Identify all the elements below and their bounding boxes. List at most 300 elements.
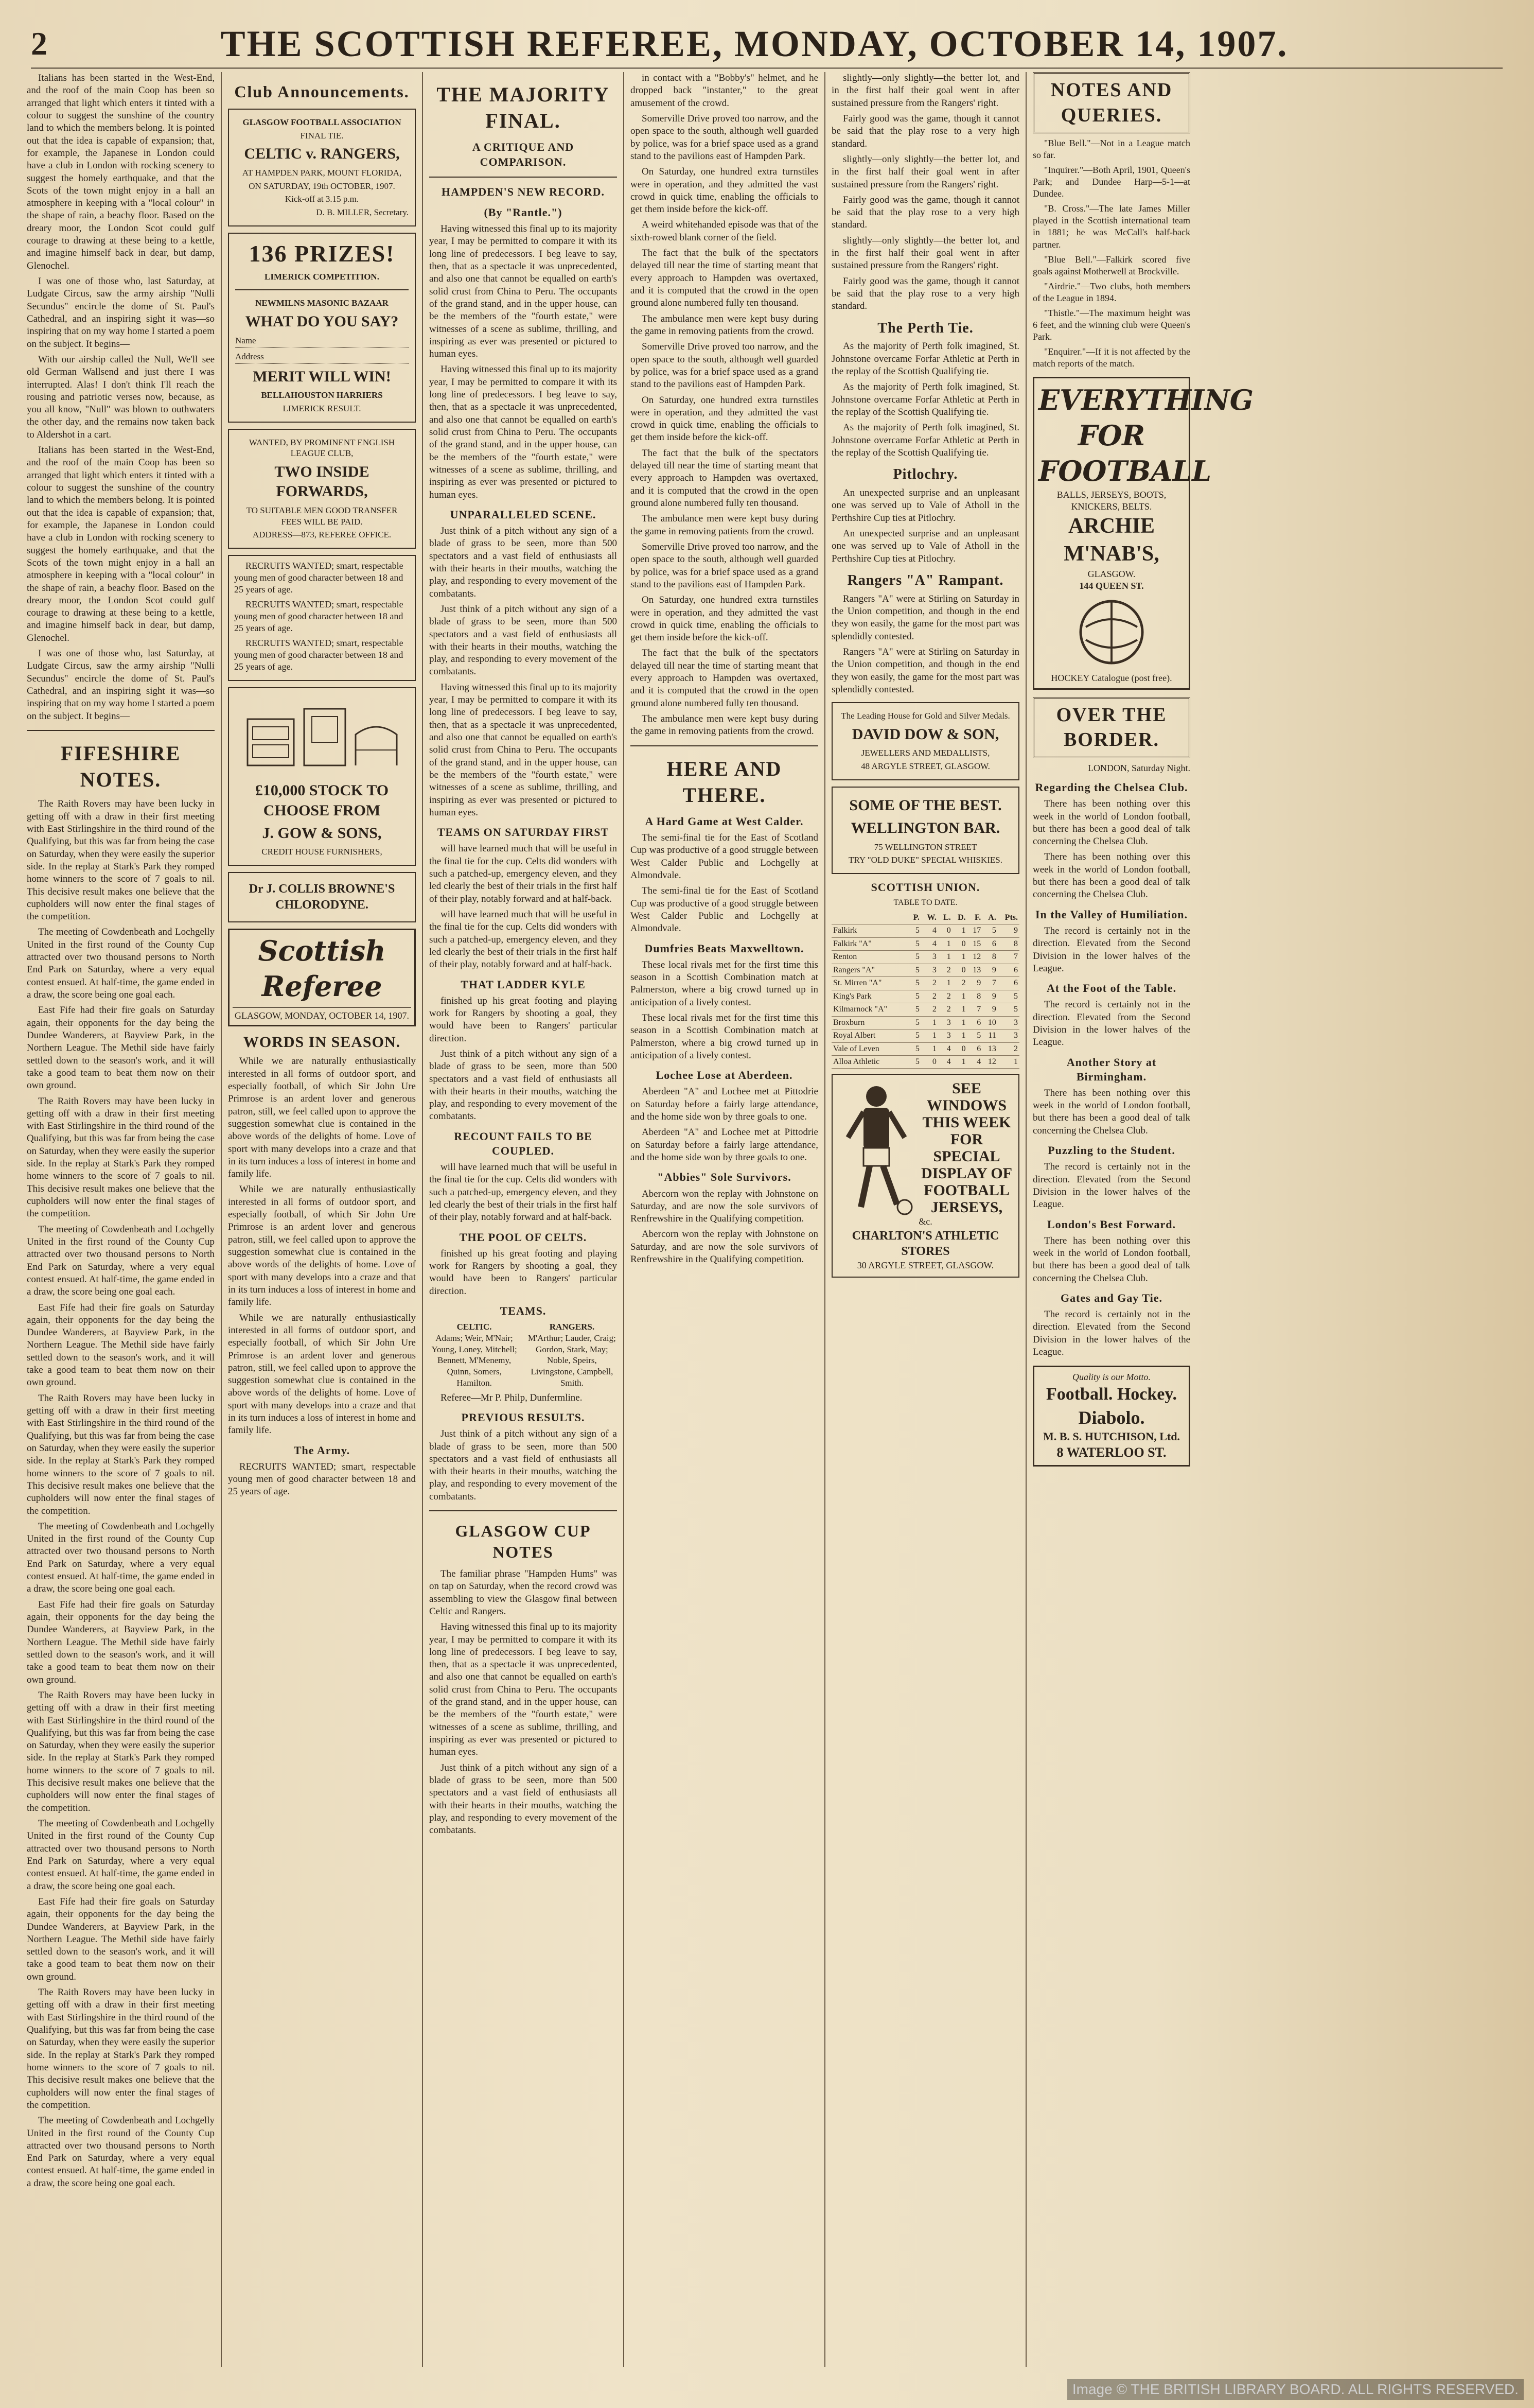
table-cell: 2 xyxy=(938,964,953,976)
table-cell: Broxburn xyxy=(832,1016,908,1029)
article-paragraph: The meeting of Cowdenbeath and Lochgelly United in the first round of the County Cup attracted over two thousand persons to North End Park on Saturday, where a very equal contest ensued. At half-time, the game ended in a draw, the score being one goal each. xyxy=(27,1521,215,1595)
table-cell: 4 xyxy=(921,924,938,937)
kickoff: Kick-off at 3.15 p.m. xyxy=(285,194,359,204)
article-paragraph: Just think of a pitch without any sign of a blade of grass to be seen, more than 500 spectators and a vast field of enthusiasts all with their hearts in their mouths, watching the play, and responding to every movement of the combatants. xyxy=(429,1048,617,1122)
table-cell: 9 xyxy=(982,964,998,976)
article-paragraph: On Saturday, one hundred extra turnstiles were in operation, and they admitted the vast crowd in quick time, enabling the officials to get them inside before the kick-off. xyxy=(630,394,818,443)
table-cell: Falkirk xyxy=(832,924,908,937)
article-paragraph: finished up his great footing and playing work for Rangers by shooting a goal, they would have been to Rangers' particular direction. xyxy=(429,1248,617,1297)
hutch-lead: Quality is our Motto. xyxy=(1072,1372,1151,1383)
table-cell: Falkirk "A" xyxy=(832,937,908,950)
article-paragraph: While we are naturally enthusiastically interested in all forms of outdoor sport, and especially football, of which Sir John Ure Primrose is an ardent lover and generous patron, still, we feel called upon to approve the suggestion somewhat clue is contained in the above words of the delights of home. Love of sport with many develops into a craze and that in its turn induces a loss of interest in home and family life. xyxy=(228,1312,416,1436)
article-paragraph: Fairly good was the game, though it cannot be said that the play rose to a very high standard. xyxy=(832,113,1019,149)
subhead: "Abbies" Sole Survivors. xyxy=(657,1171,791,1184)
table-cell: 9 xyxy=(982,1003,998,1016)
article-paragraph: The ambulance men were kept busy during the game in removing patients from the crowd. xyxy=(630,713,818,737)
table-cell: 5 xyxy=(908,937,921,950)
divider xyxy=(27,730,215,731)
see-title: SEE WINDOWS THIS WEEK FOR SPECIAL DISPLAY OF FOOTBALL JERSEYS, xyxy=(921,1080,1012,1216)
article-paragraph: Italians has been started in the West-End, and the roof of the main Coop has been so arranged that light which enters it tinted with a colour to suggest the sunshine of the country land to which the members belong. It is pointed out that the idea is capable of expansion; that, for example, the Japanese in London could have a club in London with rocking scenery to suggest the homely earthquake, and that the Scots of the town might enjoy in a hall an atmosphere in keeping with a "local colour" in the shape of rain, a beachy floor. Based on the dreary moor, the London Scot could gulf courage to drawing at these being to a kettle, and imagine himself back in dear, but damp, Glenochel. xyxy=(27,73,215,271)
article-paragraph: The Raith Rovers may have been lucky in getting off with a draw in their first meeting with East Stirlingshire in the third round of the Qualifying, but this was far from being the case on Saturday, when they were easily the superior side. In the replay at Stark's Park they romped home winners to the score of 7 goals to nil. This decisive result makes one believe that the cupholders will now enter the final stages of the competition. xyxy=(27,1095,215,1219)
table-cell: 1 xyxy=(938,937,953,950)
previous-results-title: PREVIOUS RESULTS. xyxy=(461,1411,585,1424)
table-cell: 4 xyxy=(938,1042,953,1055)
notes-item: "Thistle."—The maximum height was 6 feet, and the winning club were Queen's Park. xyxy=(1033,307,1190,342)
table-cell: 1 xyxy=(921,1029,938,1042)
byline: (By "Rantle.") xyxy=(484,205,562,219)
column-5 xyxy=(825,72,1027,2367)
article-paragraph: A weird whitehanded episode was that of the sixth-rowed blank corner of the field. xyxy=(630,219,818,243)
running-head xyxy=(31,21,1503,69)
article-paragraph: The meeting of Cowdenbeath and Lochgelly United in the first round of the County Cup attracted over two thousand persons to North End Park on Saturday, where a very equal contest ensued. At half-time, the game ended in a draw, the score being one goal each. xyxy=(27,1818,215,1892)
article-paragraph: The fact that the bulk of the spectators delayed till near the time of starting meant that every approach to Hampden was overtaxed, and it is computed that the crowd in the open ground alone numbered fully ten thousand. xyxy=(630,248,818,309)
table-cell: 2 xyxy=(938,990,953,1003)
article-paragraph: I was one of those who, last Saturday, at Ludgate Circus, saw the army airship "Nulli Secundus" encircle the dome of St. Paul's Cathedral, and an inspiring sight it was—so inspiring that on my way home I started a poem on the subject. It begins— xyxy=(27,276,215,350)
article-paragraph: Having witnessed this final up to its majority year, I may be permitted to compare it with its long line of predecessors. I beg leave to say, then, that as a spectacle it was unprecedented, and also one that cannot be equalled on earth's solid crust from China to Peru. The occupants of the grand stand, and in the upper house, can be the members of the "fourth estate," were witnesses of a scene as sublime, thrilling, and inspiring as ever was presented or pictured to human eyes. xyxy=(429,223,617,360)
secretary: D. B. MILLER, Secretary. xyxy=(316,207,409,218)
article-paragraph: On Saturday, one hundred extra turnstiles were in operation, and they admitted the vast crowd in quick time, enabling the officials to get them inside before the kick-off. xyxy=(630,166,818,215)
celtic-players: Adams; Weir, M'Nair; Young, Loney, Mitchell; Bennett, M'Menemy, Quinn, Somers, Hamilton. xyxy=(431,1333,517,1388)
ad-script: EVERYTHING FOR FOOTBALL xyxy=(1038,383,1254,488)
table-cell: 5 xyxy=(908,977,921,990)
article-paragraph: Rangers "A" were at Stirling on Saturday in the Union competition, and though in the end they won easily, the game for the most part was splendidly contested. xyxy=(832,593,1019,642)
name-label: Name xyxy=(235,335,256,345)
table-row xyxy=(832,977,1019,990)
article-paragraph: The record is certainly not in the direction. Elevated from the Second Division in the lower halves of the League. xyxy=(1033,1161,1190,1210)
wanted-ad xyxy=(228,429,416,549)
shop-name: DAVID DOW & SON, xyxy=(852,726,999,743)
ad-address: 144 QUEEN ST. xyxy=(1079,580,1144,591)
table-row xyxy=(832,951,1019,964)
section-title: Club Announcements. xyxy=(234,82,410,101)
table-cell: 12 xyxy=(982,1056,998,1069)
bar-name: WELLINGTON BAR. xyxy=(851,819,1000,837)
article-paragraph: Having witnessed this final up to its majority year, I may be permitted to compare it with its long line of predecessors. I beg leave to say, then, that as a spectacle it was unprecedented, and also one that cannot be equalled on earth's solid crust from China to Peru. The occupants of the grand stand, and in the upper house, can be the members of the "fourth estate," were witnesses of a scene as sublime, thrilling, and inspiring as ever was presented or pictured to human eyes. xyxy=(429,1621,617,1758)
article-paragraph: finished up his great footing and playing work for Rangers by shooting a goal, they would have been to Rangers' particular direction. xyxy=(429,995,617,1044)
section-title: HERE AND THERE. xyxy=(666,757,782,807)
article-paragraph: There has been nothing over this week in the world of London football, but there has been a good deal of talk concerning the Chelsea Club. xyxy=(1033,798,1190,847)
notes-item: "Inquirer."—Both April, 1901, Queen's Park; and Dundee Harp—5-1—at Dundee. xyxy=(1033,165,1190,199)
article-paragraph: The ambulance men were kept busy during the game in removing patients from the crowd. xyxy=(630,313,818,337)
table-cell: 17 xyxy=(967,924,983,937)
table-cell: 2 xyxy=(921,1003,938,1016)
article-paragraph: The meeting of Cowdenbeath and Lochgelly United in the first round of the County Cup attracted over two thousand persons to North End Park on Saturday, where a very equal contest ensued. At half-time, the game ended in a draw, the score being one goal each. xyxy=(27,1224,215,1298)
table-cell: 5 xyxy=(908,1016,921,1029)
article-paragraph: Abercorn won the replay with Johnstone on Saturday, and are now the sole survivors of Renfrewshire in the Qualifying competition. xyxy=(630,1229,818,1265)
league-table xyxy=(832,912,1019,1069)
article-paragraph: The fact that the bulk of the spectators delayed till near the time of starting meant that every approach to Hampden was overtaxed, and it is computed that the crowd in the open ground alone numbered fully ten thousand. xyxy=(630,447,818,509)
competition-box xyxy=(228,233,416,423)
address-field[interactable] xyxy=(235,351,409,364)
wanted-address: ADDRESS—873, REFEREE OFFICE. xyxy=(252,530,392,540)
article-paragraph: The Raith Rovers may have been lucky in getting off with a draw in their first meeting with East Stirlingshire in the third round of the Qualifying, but this was far from being the case on Saturday, when they were easily the superior side. In the replay at Stark's Park they romped home winners to the score of 7 goals to nil. This decisive result makes one believe that the cupholders will now enter the final stages of the competition. xyxy=(27,798,215,922)
some-best: SOME OF THE BEST. xyxy=(849,796,1002,814)
competition-title: LIMERICK COMPETITION. xyxy=(265,271,379,282)
table-cell: 3 xyxy=(938,1016,953,1029)
table-cell: 1 xyxy=(953,1003,967,1016)
section-title: FIFESHIRE NOTES. xyxy=(60,741,181,792)
harriers: BELLAHOUSTON HARRIERS xyxy=(261,390,383,400)
masthead-date: GLASGOW, MONDAY, OCTOBER 14, 1907. xyxy=(233,1007,411,1022)
shop-address: 48 ARGYLE STREET, GLASGOW. xyxy=(861,761,990,772)
table-cell: 1 xyxy=(953,951,967,964)
article-paragraph: slightly—only slightly—the better lot, and in the first half their goal went in after sustained pressure from the Rangers' right. xyxy=(832,153,1019,190)
article-paragraph: East Fife had their fire goals on Saturday again, their opponents for the day being the Dundee Wanderers, at Bayview Park, in the Northern League. The Methil side have fairly settled down to the season's work, and it will take a good team to beat them now on their own ground. xyxy=(27,1896,215,1982)
table-cell: 5 xyxy=(967,1029,983,1042)
charlton-ad xyxy=(832,1074,1019,1278)
article-paragraph: Rangers "A" were at Stirling on Saturday in the Union competition, and though in the end they won easily, the game for the most part was splendidly contested. xyxy=(832,647,1019,695)
table-cell: 6 xyxy=(967,1016,983,1029)
article-paragraph: The fact that the bulk of the spectators delayed till near the time of starting meant that every approach to Hampden was overtaxed, and it is computed that the crowd in the open ground alone numbered fully ten thousand. xyxy=(630,648,818,709)
notes-item: "Blue Bell."—Not in a League match so far. xyxy=(1033,138,1190,161)
wanted-body: TWO INSIDE FORWARDS, xyxy=(274,463,369,500)
table-cell: 2 xyxy=(938,1003,953,1016)
hutchison-ad xyxy=(1033,1366,1190,1467)
teams-title: TEAMS. xyxy=(500,1304,546,1318)
table-cell: Royal Albert xyxy=(832,1029,908,1042)
charlton-ad-body xyxy=(838,1080,1013,1216)
table-header-cell: W. xyxy=(921,912,938,924)
ad-sub: BALLS, JERSEYS, BOOTS, KNICKERS, BELTS. xyxy=(1056,490,1167,512)
article-paragraph: Aberdeen "A" and Lochee met at Pittodrie on Saturday before a fairly large attendance, and the home side won by three goals to one. xyxy=(630,1127,818,1163)
article-paragraph: These local rivals met for the first time this season in a Scottish Combination match at Palmerston, where a big crowd turned up in anticipation of a lively contest. xyxy=(630,959,818,1008)
table-cell: 5 xyxy=(982,924,998,937)
table-cell: 0 xyxy=(953,937,967,950)
match-title: CELTIC v. RANGERS, xyxy=(244,145,400,163)
notes-title: NOTES AND QUERIES. xyxy=(1050,79,1173,126)
table-cell: 0 xyxy=(938,924,953,937)
army-title: The Army. xyxy=(293,1443,350,1457)
table-cell: 1 xyxy=(938,977,953,990)
final-label: FINAL TIE. xyxy=(300,130,344,141)
table-cell: 10 xyxy=(982,1016,998,1029)
chlorodyne-title: Dr J. COLLIS BROWNE'S CHLORODYNE. xyxy=(249,882,395,912)
table-cell: 0 xyxy=(953,1042,967,1055)
page-number: 2 xyxy=(31,25,47,62)
table-cell: 11 xyxy=(982,1029,998,1042)
table-cell: 13 xyxy=(982,1042,998,1055)
table-cell: 5 xyxy=(908,924,921,937)
table-cell: 3 xyxy=(938,1029,953,1042)
table-cell: 3 xyxy=(921,951,938,964)
team-lineups xyxy=(429,1321,617,1389)
table-cell: 5 xyxy=(908,964,921,976)
article-paragraph: Abercorn won the replay with Johnstone on Saturday, and are now the sole survivors of Renfrewshire in the Qualifying competition. xyxy=(630,1188,818,1225)
table-cell: Rangers "A" xyxy=(832,964,908,976)
table-cell: 7 xyxy=(967,1003,983,1016)
celtic-label: CELTIC. xyxy=(456,1322,492,1332)
article-paragraph: Somerville Drive proved too narrow, and the open space to the south, although well guarded by police, was for a brief space used as a grand stand to the pavilions east of Hampden Park. xyxy=(630,113,818,162)
table-cell: 0 xyxy=(953,964,967,976)
table-cell: 5 xyxy=(908,1029,921,1042)
classified-ads xyxy=(228,555,416,681)
rangers-label: RANGERS. xyxy=(549,1322,595,1332)
divider xyxy=(235,289,409,290)
ad-city: GLASGOW. xyxy=(1087,568,1136,579)
table-cell: 9 xyxy=(982,990,998,1003)
article-paragraph: will have learned much that will be useful in the final tie for the cup. Celts did wonders with such a patched-up, emergency eleven, and they led clearly the best of their trials in the first half of their play, notably forward and at half-back. xyxy=(429,1162,617,1223)
masthead-brand: Scottish Referee xyxy=(258,934,386,1003)
article-paragraph: The ambulance men were kept busy during the game in removing patients from the crowd. xyxy=(630,513,818,537)
column-2 xyxy=(222,72,423,2367)
table-cell: 5 xyxy=(908,1042,921,1055)
subhead: RECOUNT FAILS TO BE COUPLED. xyxy=(454,1129,592,1157)
table-cell: 5 xyxy=(908,951,921,964)
table-cell: 2 xyxy=(953,977,967,990)
article-paragraph: The record is certainly not in the direction. Elevated from the Second Division in the lower halves of the League. xyxy=(1033,999,1190,1048)
football-icon xyxy=(1075,596,1148,668)
subhead: Lochee Lose at Aberdeen. xyxy=(656,1069,793,1082)
table-row xyxy=(832,937,1019,950)
article-paragraph: Just think of a pitch without any sign of a blade of grass to be seen, more than 500 spectators and a vast field of enthusiasts all with their hearts in their mouths, watching the play, and responding to every movement of the combatants. xyxy=(429,1428,617,1502)
article-paragraph: As the majority of Perth folk imagined, St. Johnstone overcame Forfar Athletic at Perth in the replay of the Scottish Qualifying tie. xyxy=(832,341,1019,377)
announcement-box xyxy=(228,109,416,226)
article-paragraph: There has been nothing over this week in the world of London football, but there has been a good deal of talk concerning the Chelsea Club. xyxy=(1033,1087,1190,1136)
table-header-cell: P. xyxy=(908,912,921,924)
article-paragraph: While we are naturally enthusiastically interested in all forms of outdoor sport, and especially football, of which Sir John Ure Primrose is an ardent lover and generous patron, still, we feel called upon to approve the suggestion somewhat clue is contained in the above words of the delights of home. Love of sport with many develops into a craze and that in its turn induces a loss of interest in home and family life. xyxy=(228,1056,416,1180)
subhead: Dumfries Beats Maxwelltown. xyxy=(644,941,804,955)
furniture-ad xyxy=(228,687,416,866)
article-paragraph: The record is certainly not in the direction. Elevated from the Second Division in the lower halves of the League. xyxy=(1033,1309,1190,1358)
merit-title: MERIT WILL WIN! xyxy=(253,368,391,385)
table-body xyxy=(832,924,1019,1069)
table-cell: 6 xyxy=(982,937,998,950)
stock-firm: J. GOW & SONS, xyxy=(262,825,382,842)
subhead: Gates and Gay Tie. xyxy=(1060,1291,1163,1304)
table-cell: 9 xyxy=(998,924,1019,937)
table-cell: 4 xyxy=(967,1056,983,1069)
article-paragraph: Somerville Drive proved too narrow, and the open space to the south, although well guarded by police, was for a brief space used as a grand stand to the pavilions east of Hampden Park. xyxy=(630,341,818,390)
stock-sub: CREDIT HOUSE FURNISHERS, xyxy=(261,847,382,857)
charlton-address: 30 ARGYLE STREET, GLASGOW. xyxy=(857,1260,994,1270)
table-header-cell: F. xyxy=(967,912,983,924)
table-row xyxy=(832,990,1019,1003)
column-6 xyxy=(1027,72,1254,2367)
table-cell: 0 xyxy=(921,1056,938,1069)
bar-ad xyxy=(832,787,1019,874)
bar-tagline: TRY "OLD DUKE" SPECIAL WHISKIES. xyxy=(849,855,1002,865)
archie-mcnab-ad xyxy=(1033,377,1254,690)
columns xyxy=(21,72,1513,2367)
table-row xyxy=(832,1003,1019,1016)
table-header-row xyxy=(832,912,1019,924)
what-do-title: WHAT DO YOU SAY? xyxy=(245,313,399,330)
celtic-lineup xyxy=(429,1321,519,1389)
divider xyxy=(429,1510,617,1511)
table-row xyxy=(832,1042,1019,1055)
ad-name: ARCHIE M'NAB'S, xyxy=(1064,514,1159,566)
union-subtitle: TABLE TO DATE. xyxy=(893,898,958,908)
table-cell: 3 xyxy=(998,1029,1019,1042)
subhead: Regarding the Chelsea Club. xyxy=(1035,781,1188,794)
furniture-illustration xyxy=(237,699,407,776)
union-title: SCOTTISH UNION. xyxy=(871,881,980,894)
masthead-title: THE SCOTTISH REFEREE, MONDAY, OCTOBER 14, 1907. xyxy=(220,23,1289,64)
notes-item: "Airdrie."—Two clubs, both members of the League in 1894. xyxy=(1033,281,1190,303)
table-cell: 5 xyxy=(998,990,1019,1003)
article-paragraph: There has been nothing over this week in the world of London football, but there has been a good deal of talk concerning the Chelsea Club. xyxy=(1033,1235,1190,1284)
table-cell: 4 xyxy=(921,937,938,950)
chlorodyne-ad xyxy=(228,872,416,922)
subhead: A Hard Game at West Calder. xyxy=(645,815,804,828)
table-cell: 6 xyxy=(967,1042,983,1055)
table-cell: 2 xyxy=(998,1042,1019,1055)
table-cell: 1 xyxy=(998,1056,1019,1069)
rangers-players: M'Arthur; Lauder, Craig; Gordon, Stark, May; Noble, Speirs, Livingstone, Campbell, Smith. xyxy=(527,1333,616,1388)
article-paragraph: RECRUITS WANTED; smart, respectable young men of good character between 18 and 25 years of age. xyxy=(228,1461,416,1497)
section-title: GLASGOW CUP NOTES xyxy=(455,1522,591,1562)
name-field[interactable] xyxy=(235,335,409,348)
match-venue: AT HAMPDEN PARK, MOUNT FLORIDA, xyxy=(242,167,402,178)
article-paragraph: East Fife had their fire goals on Saturday again, their opponents for the day being the Dundee Wanderers, at Bayview Park, in the Northern League. The Methil side have fairly settled down to the season's work, and it will take a good team to beat them now on their own ground. xyxy=(27,1302,215,1388)
table-cell: 1 xyxy=(921,1016,938,1029)
assoc-name: GLASGOW FOOTBALL ASSOCIATION xyxy=(242,117,401,127)
table-row xyxy=(832,1029,1019,1042)
ad-hockey: HOCKEY Catalogue (post free). xyxy=(1051,672,1172,683)
table-header-cell: A. xyxy=(982,912,998,924)
table-header-cell: L. xyxy=(938,912,953,924)
table-cell: 13 xyxy=(967,964,983,976)
article-paragraph: Having witnessed this final up to its majority year, I may be permitted to compare it with its long line of predecessors. I beg leave to say, then, that as a spectacle it was unprecedented, and also one that cannot be equalled on earth's solid crust from China to Peru. The occupants of the grand stand, and in the upper house, can be the members of the "fourth estate," were witnesses of a scene as sublime, thrilling, and inspiring as ever was presented or pictured to human eyes. xyxy=(429,364,617,500)
subhead: In the Valley of Humiliation. xyxy=(1035,908,1188,921)
article-paragraph: Aberdeen "A" and Lochee met at Pittodrie on Saturday before a fairly large attendance, and the home side won by three goals to one. xyxy=(630,1086,818,1123)
article-paragraph: Just think of a pitch without any sign of a blade of grass to be seen, more than 500 spectators and a vast field of enthusiasts all with their hearts in their mouths, watching the play, and responding to every movement of the combatants. xyxy=(429,526,617,599)
table-cell: 7 xyxy=(998,951,1019,964)
article-paragraph: RECRUITS WANTED; smart, respectable young men of good character between 18 and 25 years of age. xyxy=(234,561,403,595)
shop-lead: The Leading House for Gold and Silver Medals. xyxy=(841,711,1010,721)
divider xyxy=(630,745,818,746)
hutch-items: Football. Hockey. xyxy=(1046,1385,1177,1404)
subhead: UNPARALLELED SCENE. xyxy=(450,508,596,521)
table-cell: Alloa Athletic xyxy=(832,1056,908,1069)
wanted-sub: TO SUITABLE MEN GOOD TRANSFER FEES WILL BE PAID. xyxy=(246,505,398,527)
table-header-cell: Pts. xyxy=(998,912,1019,924)
table-cell: 5 xyxy=(908,1056,921,1069)
table-cell: 9 xyxy=(967,977,983,990)
table-cell: 12 xyxy=(967,951,983,964)
rangers-lineup xyxy=(527,1321,617,1389)
border-title: OVER THE BORDER. xyxy=(1056,704,1167,751)
table-cell: Vale of Leven xyxy=(832,1042,908,1055)
table-cell: 5 xyxy=(998,1003,1019,1016)
article-paragraph: As the majority of Perth folk imagined, St. Johnstone overcame Forfar Athletic at Perth in the replay of the Scottish Qualifying tie. xyxy=(832,381,1019,418)
image-credit: Image © THE BRITISH LIBRARY BOARD. ALL RIGHTS RESERVED. xyxy=(1067,2379,1524,2400)
table-cell: 8 xyxy=(967,990,983,1003)
prizes-title: 136 PRIZES! xyxy=(249,240,395,267)
article-paragraph: While we are naturally enthusiastically interested in all forms of outdoor sport, and especially football, of which Sir John Ure Primrose is an ardent lover and generous patron, still, we feel called upon to approve the suggestion somewhat clue is contained in the above words of the delights of home. Love of sport with many develops into a craze and that in its turn induces a loss of interest in home and family life. xyxy=(228,1184,416,1308)
table-cell: 3 xyxy=(921,964,938,976)
article-paragraph: The record is certainly not in the direction. Elevated from the Second Division in the lower halves of the League. xyxy=(1033,925,1190,974)
subhead: Pitlochry. xyxy=(893,466,958,483)
hutch-name: M. B. S. HUTCHISON, Ltd. xyxy=(1043,1429,1180,1443)
article-paragraph: Having witnessed this final up to its majority year, I may be permitted to compare it with its long line of predecessors. I beg leave to say, then, that as a spectacle it was unprecedented, and also one that cannot be equalled on earth's solid crust from China to Peru. The occupants of the grand stand, and in the upper house, can be the members of the "fourth estate," were witnesses of a scene as sublime, thrilling, and inspiring as ever was presented or pictured to human eyes. xyxy=(429,682,617,818)
article-paragraph: With our airship called the Null, We'll see old German Wallsend and just there I was interrupted. Alas! I don't think I'll reach the rousing and patriotic verses now, because, as you all know, "Null" was blown to outhwaters the other day, and the remains now taken back to Aldershot in a cart. xyxy=(27,354,215,440)
article-title: THE MAJORITY FINAL. xyxy=(436,83,610,133)
notes-item: "Enquirer."—If it is not affected by the match reports of the match. xyxy=(1033,346,1190,369)
subhead: TEAMS ON SATURDAY FIRST xyxy=(437,826,609,839)
charlton-name: CHARLTON'S ATHLETIC STORES xyxy=(852,1229,999,1259)
table-row xyxy=(832,1016,1019,1029)
article-paragraph: East Fife had their fire goals on Saturday again, their opponents for the day being the Dundee Wanderers, at Bayview Park, in the Northern League. The Methil side have fairly settled down to the season's work, and it will take a good team to beat them now on their own ground. xyxy=(27,1599,215,1685)
editorial-title: WORDS IN SEASON. xyxy=(243,1033,401,1051)
table-cell: 8 xyxy=(998,937,1019,950)
table-cell: 1 xyxy=(953,990,967,1003)
jeweller-ad xyxy=(832,702,1019,780)
article-paragraph: RECRUITS WANTED; smart, respectable young men of good character between 18 and 25 years of age. xyxy=(234,638,403,672)
subhead: The Perth Tie. xyxy=(877,320,974,336)
table-cell: 15 xyxy=(967,937,983,950)
article-paragraph: RECRUITS WANTED; smart, respectable young men of good character between 18 and 25 years of age. xyxy=(234,599,403,634)
editorial-masthead xyxy=(228,929,416,1026)
column-4 xyxy=(624,72,825,2367)
table-row xyxy=(832,1056,1019,1069)
subhead: London's Best Forward. xyxy=(1047,1217,1176,1231)
table-cell: 2 xyxy=(921,990,938,1003)
table-cell: 4 xyxy=(938,1056,953,1069)
article-paragraph: Just think of a pitch without any sign of a blade of grass to be seen, more than 500 spectators and a vast field of enthusiasts all with their hearts in their mouths, watching the play, and responding to every movement of the combatants. xyxy=(429,1762,617,1836)
article-paragraph: slightly—only slightly—the better lot, and in the first half their goal went in after sustained pressure from the Rangers' right. xyxy=(832,235,1019,271)
stock-title: £10,000 STOCK TO CHOOSE FROM xyxy=(255,782,389,819)
column-1 xyxy=(21,72,222,2367)
bar-address: 75 WELLINGTON STREET xyxy=(874,842,977,852)
notes-item: "B. Cross."—The late James Miller played in the Scottish international team in 1881; he was McCall's half-back partner. xyxy=(1033,203,1190,250)
article-paragraph: Italians has been started in the West-End, and the roof of the main Coop has been so arranged that light which enters it tinted with a colour to suggest the sunshine of the country land to which the members belong. It is pointed out that the idea is capable of expansion; that, for example, the Japanese in London could have a club in London with rocking scenery to suggest the homely earthquake, and that the Scots of the town might enjoy in a hall an atmosphere in keeping with a "local colour" in the shape of rain, a beachy floor. Based on the dreary moor, the London Scot could gulf courage to drawing at these being to a kettle, and imagine himself back in dear, but damp, Glenochel. xyxy=(27,445,215,643)
divider xyxy=(429,177,617,178)
notes-header xyxy=(1033,72,1190,133)
article-paragraph: in contact with a "Bobby's" helmet, and he dropped back "instanter," to the great amusement of the crowd. xyxy=(630,73,818,109)
address-label: Address xyxy=(235,351,264,361)
article-paragraph: The meeting of Cowdenbeath and Lochgelly United in the first round of the County Cup attracted over two thousand persons to North End Park on Saturday, where a very equal contest ensued. At half-time, the game ended in a draw, the score being one goal each. xyxy=(27,927,215,1000)
article-paragraph: The Raith Rovers may have been lucky in getting off with a draw in their first meeting with East Stirlingshire in the third round of the Qualifying, but this was far from being the case on Saturday, when they were easily the superior side. In the replay at Stark's Park they romped home winners to the score of 7 goals to nil. This decisive result makes one believe that the cupholders will now enter the final stages of the competition. xyxy=(27,1987,215,2110)
article-paragraph: As the majority of Perth folk imagined, St. Johnstone overcame Forfar Athletic at Perth in the replay of the Scottish Qualifying tie. xyxy=(832,422,1019,458)
article-paragraph: The semi-final tie for the East of Scotland Cup was productive of a good struggle between West Calder Public and Lochgelly at Almondvale. xyxy=(630,885,818,934)
limerick-result: LIMERICK RESULT. xyxy=(283,403,361,413)
subhead: Puzzling to the Student. xyxy=(1048,1144,1175,1157)
hutch-address: 8 WATERLOO ST. xyxy=(1056,1445,1167,1460)
table-cell: Renton xyxy=(832,951,908,964)
article-paragraph: Just think of a pitch without any sign of a blade of grass to be seen, more than 500 spectators and a vast field of enthusiasts all with their hearts in their mouths, watching the play, and responding to every movement of the combatants. xyxy=(429,603,617,677)
table-cell: 3 xyxy=(998,1016,1019,1029)
table-cell: 8 xyxy=(982,951,998,964)
article-paragraph: An unexpected surprise and an unpleasant one was served up to Vale of Atholl in the Perthshire Cup ties at Pitlochry. xyxy=(832,528,1019,564)
subhead: At the Foot of the Table. xyxy=(1046,982,1177,995)
article-paragraph: will have learned much that will be useful in the final tie for the cup. Celts did wonders with such a patched-up, emergency eleven, and they led clearly the best of their trials in the first half of their play, notably forward and at half-back. xyxy=(429,843,617,904)
referee: Referee—Mr P. Philp, Dunfermline. xyxy=(440,1392,583,1403)
article-paragraph: On Saturday, one hundred extra turnstiles were in operation, and they admitted the vast crowd in quick time, enabling the officials to get them inside before the kick-off. xyxy=(630,595,818,643)
article-paragraph: The meeting of Cowdenbeath and Lochgelly United in the first round of the County Cup attracted over two thousand persons to North End Park on Saturday, where a very equal contest ensued. At half-time, the game ended in a draw, the score being one goal each. xyxy=(27,2115,215,2189)
article-paragraph: Somerville Drive proved too narrow, and the open space to the south, although well guarded by police, was for a brief space used as a grand stand to the pavilions east of Hampden Park. xyxy=(630,541,818,590)
article-subtitle: A CRITIQUE AND COMPARISON. xyxy=(472,141,574,168)
table-cell: 2 xyxy=(921,977,938,990)
table-cell: 1 xyxy=(953,1016,967,1029)
table-cell: 1 xyxy=(953,1056,967,1069)
article-paragraph: Fairly good was the game, though it cannot be said that the play rose to a very high standard. xyxy=(832,275,1019,312)
bazaar: NEWMILNS MASONIC BAZAAR xyxy=(255,298,389,308)
wanted-lead: WANTED, BY PROMINENT ENGLISH LEAGUE CLUB, xyxy=(249,437,395,459)
table-cell: 6 xyxy=(998,964,1019,976)
subhead: THE POOL OF CELTS. xyxy=(459,1230,587,1244)
article-paragraph: The familiar phrase "Hampden Hums" was on tap on Saturday, when the record crowd was assembling to view the Glasgow final between Celtic and Rangers. xyxy=(429,1568,617,1617)
table-cell: 6 xyxy=(998,977,1019,990)
article-record: HAMPDEN'S NEW RECORD. xyxy=(441,185,605,198)
article-paragraph: I was one of those who, last Saturday, at Ludgate Circus, saw the army airship "Nulli Secundus" encircle the dome of St. Paul's Cathedral, and an inspiring sight it was—so inspiring that on my way home I started a poem on the subject. It begins— xyxy=(27,648,215,722)
subhead: THAT LADDER KYLE xyxy=(461,978,586,991)
see-sub: &c. xyxy=(919,1216,932,1227)
table-cell: St. Mirren "A" xyxy=(832,977,908,990)
article-paragraph: The semi-final tie for the East of Scotland Cup was productive of a good struggle between West Calder Public and Lochgelly at Almondvale. xyxy=(630,832,818,881)
table-header-cell: D. xyxy=(953,912,967,924)
article-paragraph: The Raith Rovers may have been lucky in getting off with a draw in their first meeting with East Stirlingshire in the third round of the Qualifying, but this was far from being the case on Saturday, when they were easily the superior side. In the replay at Stark's Park they romped home winners to the score of 7 goals to nil. This decisive result makes one believe that the cupholders will now enter the final stages of the competition. xyxy=(27,1689,215,1813)
